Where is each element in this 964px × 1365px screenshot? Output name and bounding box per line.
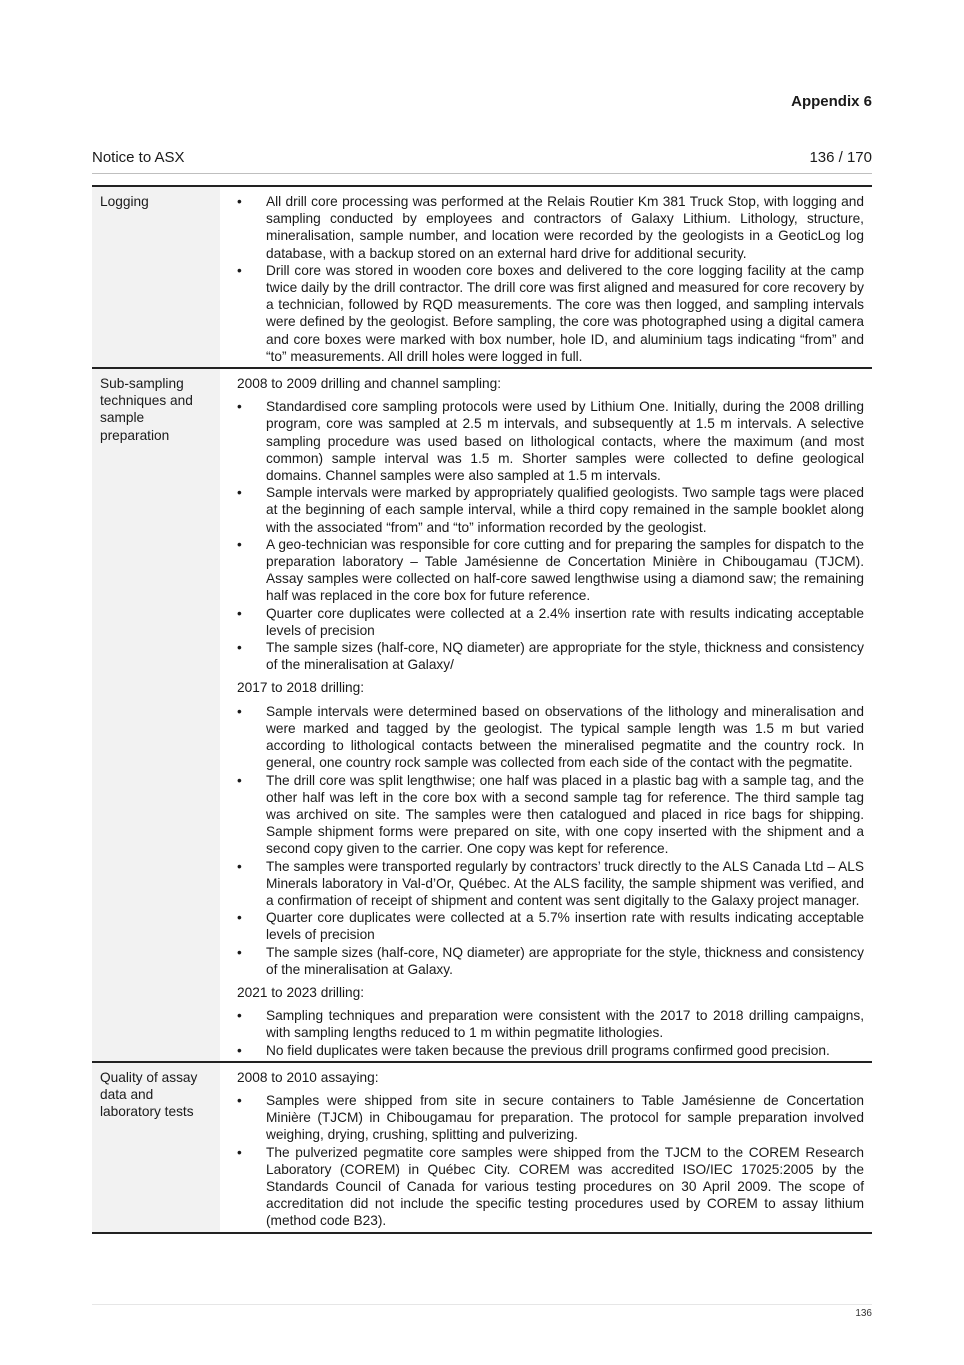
bullet-list	[237, 1007, 864, 1059]
list-item: • Quarter core duplicates were collected at a 5.7% insertion rate with results indicating acceptable levels of precision	[266, 909, 864, 943]
footer-divider	[92, 1304, 872, 1305]
row-sub-sampling	[92, 368, 872, 1062]
list-item: • Sampling techniques and preparation were consistent with the 2017 to 2018 drilling campaigns, with sampling lengths reduced to 1 m within pegmatite lithologies.	[266, 1007, 864, 1041]
subheading: 2017 to 2018 drilling:	[237, 680, 365, 696]
row-label-sub-sampling: Sub-sampling techniques and sample preparation	[92, 368, 220, 1062]
bullet-list	[237, 1092, 864, 1230]
row-quality-of-assay	[92, 1062, 872, 1233]
footer-page-number: 136	[855, 1308, 872, 1319]
subheading: 2021 to 2023 drilling:	[237, 984, 365, 1000]
list-item: • Samples were shipped from site in secure containers to Table Jamésienne de Concertation Minière (TJCM) in Chibougamau for preparation. The protocol for sample preparation involved weighing, drying, crushing, splitting and pulverizing.	[266, 1092, 864, 1144]
list-item: • A geo-technician was responsible for core cutting and for preparing the samples for dispatch to the preparation laboratory – Table Jamésienne de Concertation Minière in Chibougamau (TJCM). Assay samples were collected on half-core sawed lengthwise using a diamond saw; the remaining half was replaced in the core box for future reference.	[266, 536, 864, 605]
list-item: • No field duplicates were taken because the previous drill programs confirmed good precision.	[266, 1042, 864, 1059]
row-logging	[92, 186, 872, 368]
list-item: • All drill core processing was performed at the Relais Routier Km 381 Truck Stop, with logging and sampling conducted by employees and contractors of Galaxy Lithium. Lithology, structure, mineralisation, sample number, and location were recorded by the geologists in a GeoticLog log database, with a backup stored on an external hard drive for additional security.	[266, 193, 864, 262]
list-item: • Quarter core duplicates were collected at a 2.4% insertion rate with results indicating acceptable levels of precision	[266, 605, 864, 639]
list-item: • Drill core was stored in wooden core boxes and delivered to the core logging facility at the camp twice daily by the drill contractor. The drill core was first aligned and measured for core recovery by a technician, followed by RQD measurements. The core was then logged, and sampling intervals were defined by the geologist. Before sampling, the core was photographed using a digital camera and core boxes were marked with box number, hole ID, and aluminium tags indicating “from” and “to” measurements. All drill holes were logged in full.	[266, 262, 864, 365]
bullet-list	[237, 398, 864, 673]
list-item: • Standardised core sampling protocols were used by Lithium One. Initially, during the 2008 drilling program, core was sampled at 2.5 m intervals, and subsequently at 1.5 m intervals. A selective sampling procedure was used based on lithological contacts, where the maximum (and most common) sample interval was 1.5 m. Shorter samples were collected to define geological domains. Channel samples were also sampled at 1.5 m intervals.	[266, 398, 864, 484]
list-item: • The drill core was split lengthwise; one half was placed in a plastic bag with a sample tag, and the other half was left in the core box with a second sample tag for reference. The third sample tag was archived on site. The samples were then catalogued and placed in rice bags for shipping. Sample shipment forms were prepared on site, with one copy inserted with the shipment and a second copy given to the carrier. One copy was kept for reference.	[266, 772, 864, 858]
row-content-sub-sampling	[220, 368, 872, 1062]
row-label-quality-of-assay: Quality of assay data and laboratory tests	[92, 1062, 220, 1233]
list-item: • Sample intervals were determined based on observations of the lithology and mineralisation and were marked and tagged by the geologist. The typical sample length was 1.5 m but varied according to lithological contacts between the mineralised pegmatite and the country rock. In general, one country rock sample was collected from each side of the contact with the pegmatite.	[266, 703, 864, 772]
list-item: • The samples were transported regularly by contractors’ truck directly to the ALS Canada Ltd – ALS Minerals laboratory in Val-d’Or, Québec. At the ALS facility, the sample shipment was verified, and a confirmation of receipt of shipment and content was sent digitally to the Galaxy project manager.	[266, 858, 864, 910]
list-item: • The sample sizes (half-core, NQ diameter) are appropriate for the style, thickness and consistency of the mineralisation at Galaxy.	[266, 944, 864, 978]
appendix-label: Appendix 6	[791, 93, 872, 110]
document-title: Notice to ASX	[92, 149, 185, 166]
subheading: 2008 to 2010 assaying:	[237, 1069, 379, 1085]
row-content-logging	[220, 186, 872, 368]
bullet-list	[237, 703, 864, 978]
criteria-table	[92, 185, 872, 1234]
list-item: • Sample intervals were marked by appropriately qualified geologists. Two sample tags were placed at the beginning of each sample interval, while a third copy remained in the sample booklet along with the associated “from” and “to” information recorded by the geologist.	[266, 484, 864, 536]
row-content-quality-of-assay	[220, 1062, 872, 1233]
bullet-list	[237, 193, 864, 365]
subheading: 2008 to 2009 drilling and channel sampling:	[237, 376, 502, 392]
list-item: • The sample sizes (half-core, NQ diameter) are appropriate for the style, thickness and consistency of the mineralisation at Galaxy/	[266, 639, 864, 673]
list-item: • The pulverized pegmatite core samples were shipped from the TJCM to the COREM Research Laboratory (COREM) in Québec City. COREM was accredited ISO/IEC 17025:2005 by the Standards Council of Canada for various testing procedures on 30 April 2009. The scope of accreditation did not include the specific testing procedures used by COREM to assay lithium (method code B23).	[266, 1144, 864, 1230]
row-label-logging: Logging	[92, 186, 220, 368]
header-divider	[92, 173, 872, 174]
page-indicator: 136 / 170	[809, 149, 872, 166]
